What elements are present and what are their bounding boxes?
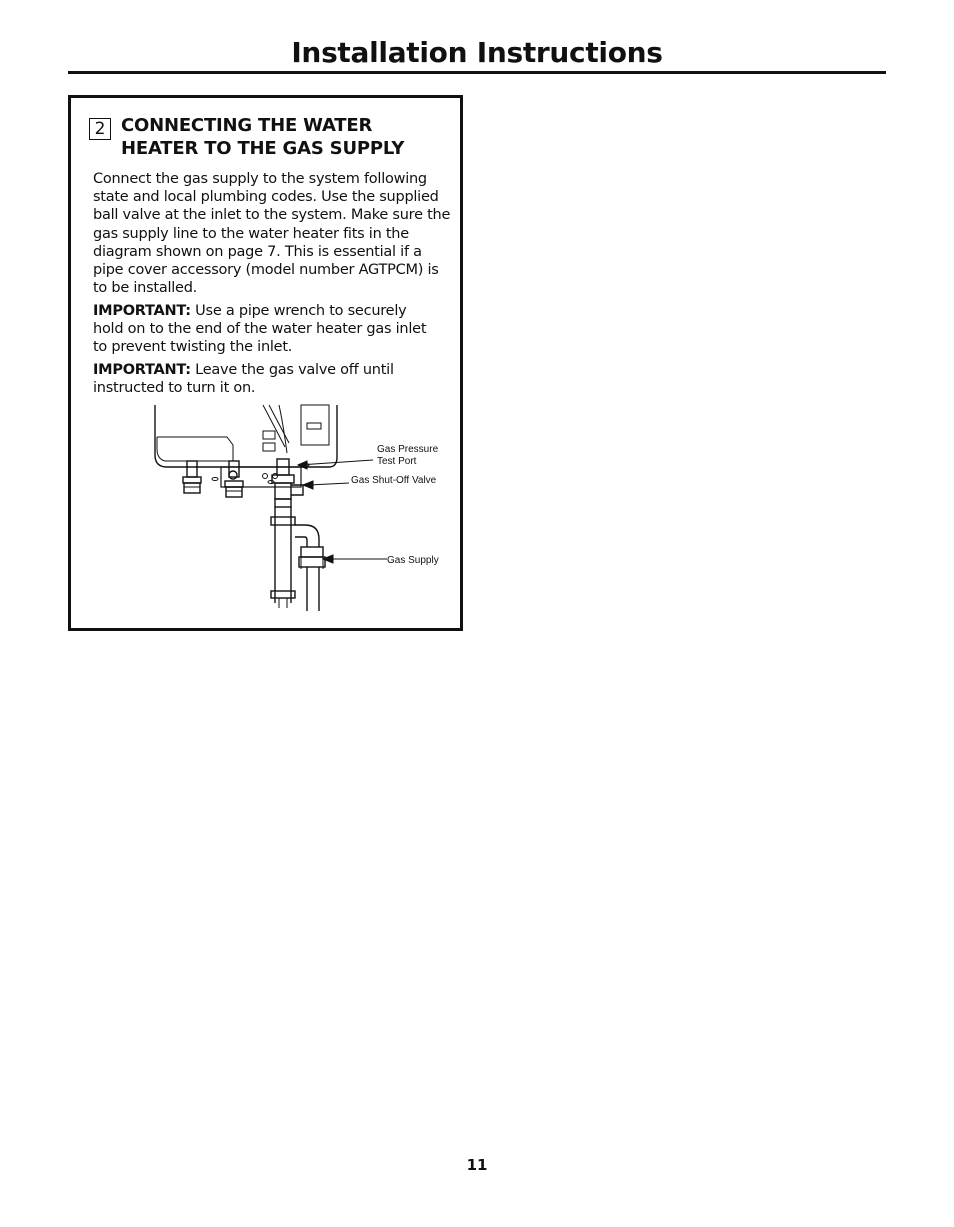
- important-note-valve: [93, 361, 413, 397]
- title-rule: [68, 71, 886, 74]
- label-gas-supply: Gas Supply: [387, 555, 439, 566]
- important-label: IMPORTANT:: [93, 303, 191, 319]
- important-text: Leave the gas valve off until instructed to turn it on.: [93, 362, 394, 397]
- heater-body: [155, 405, 337, 467]
- section-box: [68, 95, 463, 631]
- water-heater-illustration: [155, 405, 337, 611]
- step-number-badge: 2: [89, 118, 111, 140]
- section-heading: CONNECTING THE WATER HEATER TO THE GAS SUPPLY: [121, 115, 405, 159]
- gas-connection-diagram: [151, 403, 451, 618]
- page-title: Installation Instructions: [291, 36, 663, 69]
- important-note-wrench: [93, 302, 433, 357]
- important-text: Use a pipe wrench to securely hold on to the end of the water heater gas inlet to prevent twisting the inlet.: [93, 303, 427, 356]
- important-label: IMPORTANT:: [93, 362, 191, 378]
- label-gas-pressure-line1: Gas Pressure: [377, 444, 439, 455]
- page-number: 11: [466, 1156, 488, 1174]
- label-gas-pressure-line2: Test Port: [377, 456, 417, 467]
- label-gas-shutoff-valve: Gas Shut-Off Valve: [351, 475, 437, 486]
- intro-paragraph: Connect the gas supply to the system following state and local plumbing codes. Use the supplied ball valve at the inlet to the system. Make sure the gas supply line to the water heater fits in the diagram shown on page 7. This is essential if a pipe cover accessory (model number AGTPCM) is to be installed.: [93, 171, 451, 297]
